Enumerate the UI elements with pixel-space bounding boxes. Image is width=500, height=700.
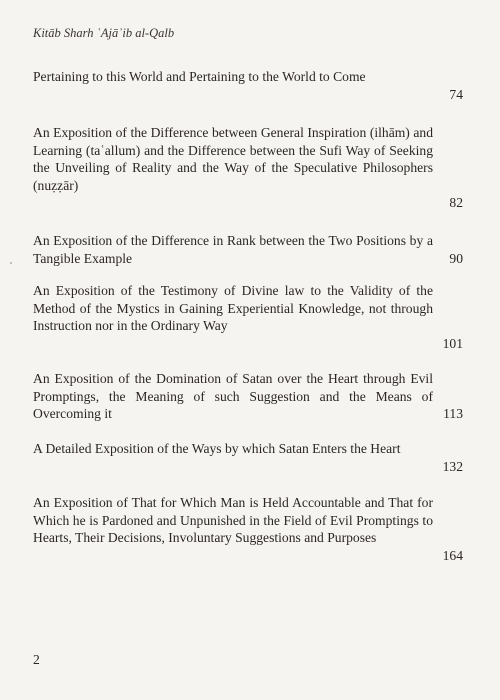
page-number: 2 (33, 652, 40, 667)
toc-entry (33, 124, 463, 211)
toc-entry-page: 113 (443, 406, 463, 422)
toc-entry-title: An Exposition of the Difference in Rank between the Two Positions by a Tangible Example (33, 233, 433, 266)
toc-entry-title: An Exposition of the Testimony of Divine law to the Validity of the Method of the Mystics in Gaining Experiential Knowledge, not through Instruction nor in the Ordinary Way (33, 283, 433, 334)
running-header: Kitāb Sharh ʿAjāʾib al-Qalb (33, 26, 175, 40)
toc-entry (33, 440, 463, 474)
toc-entry-page: 90 (449, 250, 463, 266)
toc-entry (33, 68, 463, 102)
toc-entry (33, 494, 463, 563)
toc-entry-title: An Exposition of the Difference between General Inspiration (ilhām) and Learning (taʿallum) and the Difference between the Sufi Way of Seeking the Unveiling of Reality and the Way of the Speculative Philosophers (nuẓẓār) (33, 125, 433, 193)
toc-entry-title: A Detailed Exposition of the Ways by which Satan Enters the Heart (33, 441, 401, 456)
margin-speck (10, 262, 12, 264)
toc-entry (33, 232, 463, 267)
toc-entry-title: An Exposition of That for Which Man is Held Accountable and That for Which he is Pardoned and Unpunished in the Field of Evil Promptings to Hearts, Their Decisions, Involuntary Suggestions and Purposes (33, 495, 433, 546)
toc-entry-page: 82 (449, 195, 463, 211)
toc-entry-page: 132 (442, 458, 463, 474)
toc-entry-page: 74 (449, 86, 463, 102)
toc-entry (33, 370, 463, 423)
toc-entry (33, 282, 463, 351)
toc-entry-title: An Exposition of the Domination of Satan over the Heart through Evil Promptings, the Meaning of such Suggestion and the Means of Overcoming it (33, 371, 433, 422)
toc-entry-title: Pertaining to this World and Pertaining to the World to Come (33, 69, 366, 84)
toc-entry-page: 101 (442, 335, 463, 351)
toc-entry-page: 164 (442, 547, 463, 563)
